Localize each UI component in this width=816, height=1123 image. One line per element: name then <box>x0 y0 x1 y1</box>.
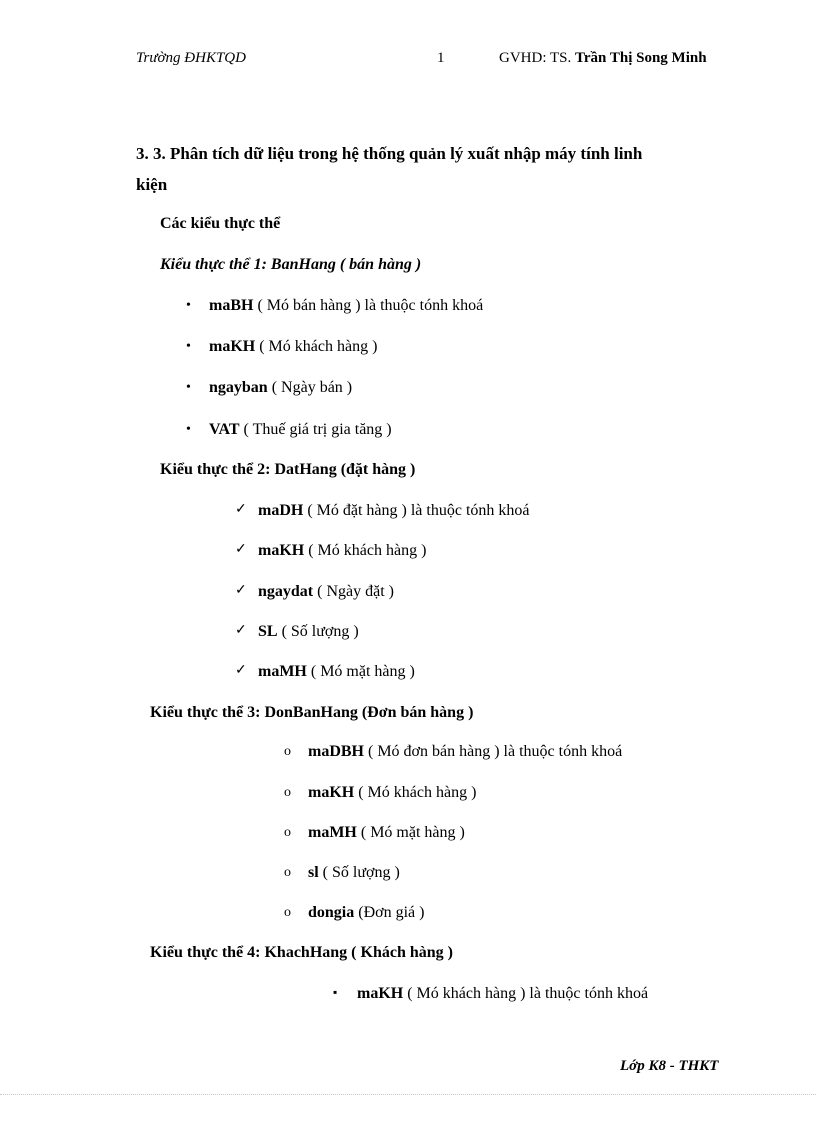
attr-text <box>258 623 359 641</box>
circle-bullet-icon: o <box>284 865 291 880</box>
attr-name: maKH <box>258 542 305 559</box>
attr-name: maKH <box>357 985 404 1002</box>
attr-name: maDH <box>258 502 304 519</box>
attr-name: maBH <box>209 297 254 314</box>
section-title-line1: 3. 3. Phân tích dữ liệu trong hệ thống quản lý xuất nhập máy tính linh <box>136 144 643 163</box>
attr-name: ngaydat <box>258 583 314 600</box>
attr-text <box>209 297 483 315</box>
section-title-line2: kiện <box>136 175 168 194</box>
attr-text <box>258 502 530 520</box>
entity-3-heading: Kiểu thực thể 3: DonBanHang (Đơn bán hàng ) <box>150 704 474 721</box>
circle-bullet-icon: o <box>284 785 291 800</box>
attr-text <box>308 784 476 802</box>
attr-desc: ( Mó khách hàng ) là thuộc tónh khoá <box>403 985 649 1002</box>
attr-name: maMH <box>258 663 307 680</box>
attr-name: SL <box>258 623 278 640</box>
bullet-icon: • <box>186 298 191 313</box>
check-icon: ✓ <box>235 502 247 517</box>
attr-name: maKH <box>209 338 256 355</box>
footer-class-label: Lớp K8 - THKT <box>620 1058 719 1074</box>
entity-1-heading: Kiểu thực thể 1: BanHang ( bán hàng ) <box>160 256 422 273</box>
attr-desc: ( Mó mặt hàng ) <box>306 663 415 680</box>
attr-name: ngayban <box>209 379 268 396</box>
square-bullet-icon: ▪ <box>333 985 338 999</box>
circle-bullet-icon: o <box>284 905 291 920</box>
page-break-line <box>0 1094 816 1095</box>
header-school: Trường ĐHKTQD <box>136 50 246 66</box>
attr-text <box>357 985 648 1003</box>
check-icon: ✓ <box>235 623 247 638</box>
attr-desc: ( Mó mặt hàng ) <box>356 824 465 841</box>
circle-bullet-icon: o <box>284 825 291 840</box>
attr-name: dongia <box>308 904 355 921</box>
entity-2-heading: Kiểu thực thể 2: DatHang (đặt hàng ) <box>160 461 416 478</box>
bullet-icon: • <box>186 422 191 437</box>
circle-bullet-icon: o <box>284 744 291 759</box>
attr-desc: ( Số lượng ) <box>277 623 359 640</box>
attr-desc: ( Mó khách hàng ) <box>255 338 378 355</box>
check-icon: ✓ <box>235 663 247 678</box>
entity-4-heading: Kiểu thực thể 4: KhachHang ( Khách hàng ) <box>150 944 453 961</box>
attr-desc: ( Thuế giá trị gia tăng ) <box>239 421 392 438</box>
header-advisor <box>499 50 707 67</box>
attr-text <box>258 542 426 560</box>
attr-text <box>308 743 622 761</box>
attr-desc: ( Mó khách hàng ) <box>354 784 477 801</box>
attr-name: VAT <box>209 421 240 438</box>
attr-name: maDBH <box>308 743 364 760</box>
attr-desc: ( Mó đơn bán hàng ) là thuộc tónh khoá <box>364 743 623 760</box>
check-icon: ✓ <box>235 583 247 598</box>
attr-text <box>308 904 424 922</box>
header-advisor-name: Trần Thị Song Minh <box>574 50 707 66</box>
attr-text <box>308 824 465 842</box>
attr-desc: (Đơn giá ) <box>354 904 425 921</box>
attr-desc: ( Ngày đặt ) <box>313 583 394 600</box>
attr-text <box>258 583 394 601</box>
header-advisor-prefix: GVHD: TS. <box>499 50 575 66</box>
attr-text <box>209 421 392 439</box>
attr-name: sl <box>308 864 319 881</box>
attr-desc: ( Mó khách hàng ) <box>304 542 427 559</box>
bullet-icon: • <box>186 339 191 354</box>
bullet-icon: • <box>186 380 191 395</box>
attr-desc: ( Số lượng ) <box>318 864 400 881</box>
attr-name: maMH <box>308 824 357 841</box>
attr-desc: ( Mó bán hàng ) là thuộc tónh khoá <box>253 297 484 314</box>
attr-text <box>209 338 377 356</box>
header-page-number: 1 <box>437 50 445 66</box>
attr-name: maKH <box>308 784 355 801</box>
section-subtitle: Các kiểu thực thể <box>160 215 281 232</box>
attr-desc: ( Ngày bán ) <box>267 379 353 396</box>
attr-text <box>308 864 400 882</box>
attr-text <box>258 663 415 681</box>
check-icon: ✓ <box>235 542 247 557</box>
attr-text <box>209 379 352 397</box>
attr-desc: ( Mó đặt hàng ) là thuộc tónh khoá <box>303 502 530 519</box>
